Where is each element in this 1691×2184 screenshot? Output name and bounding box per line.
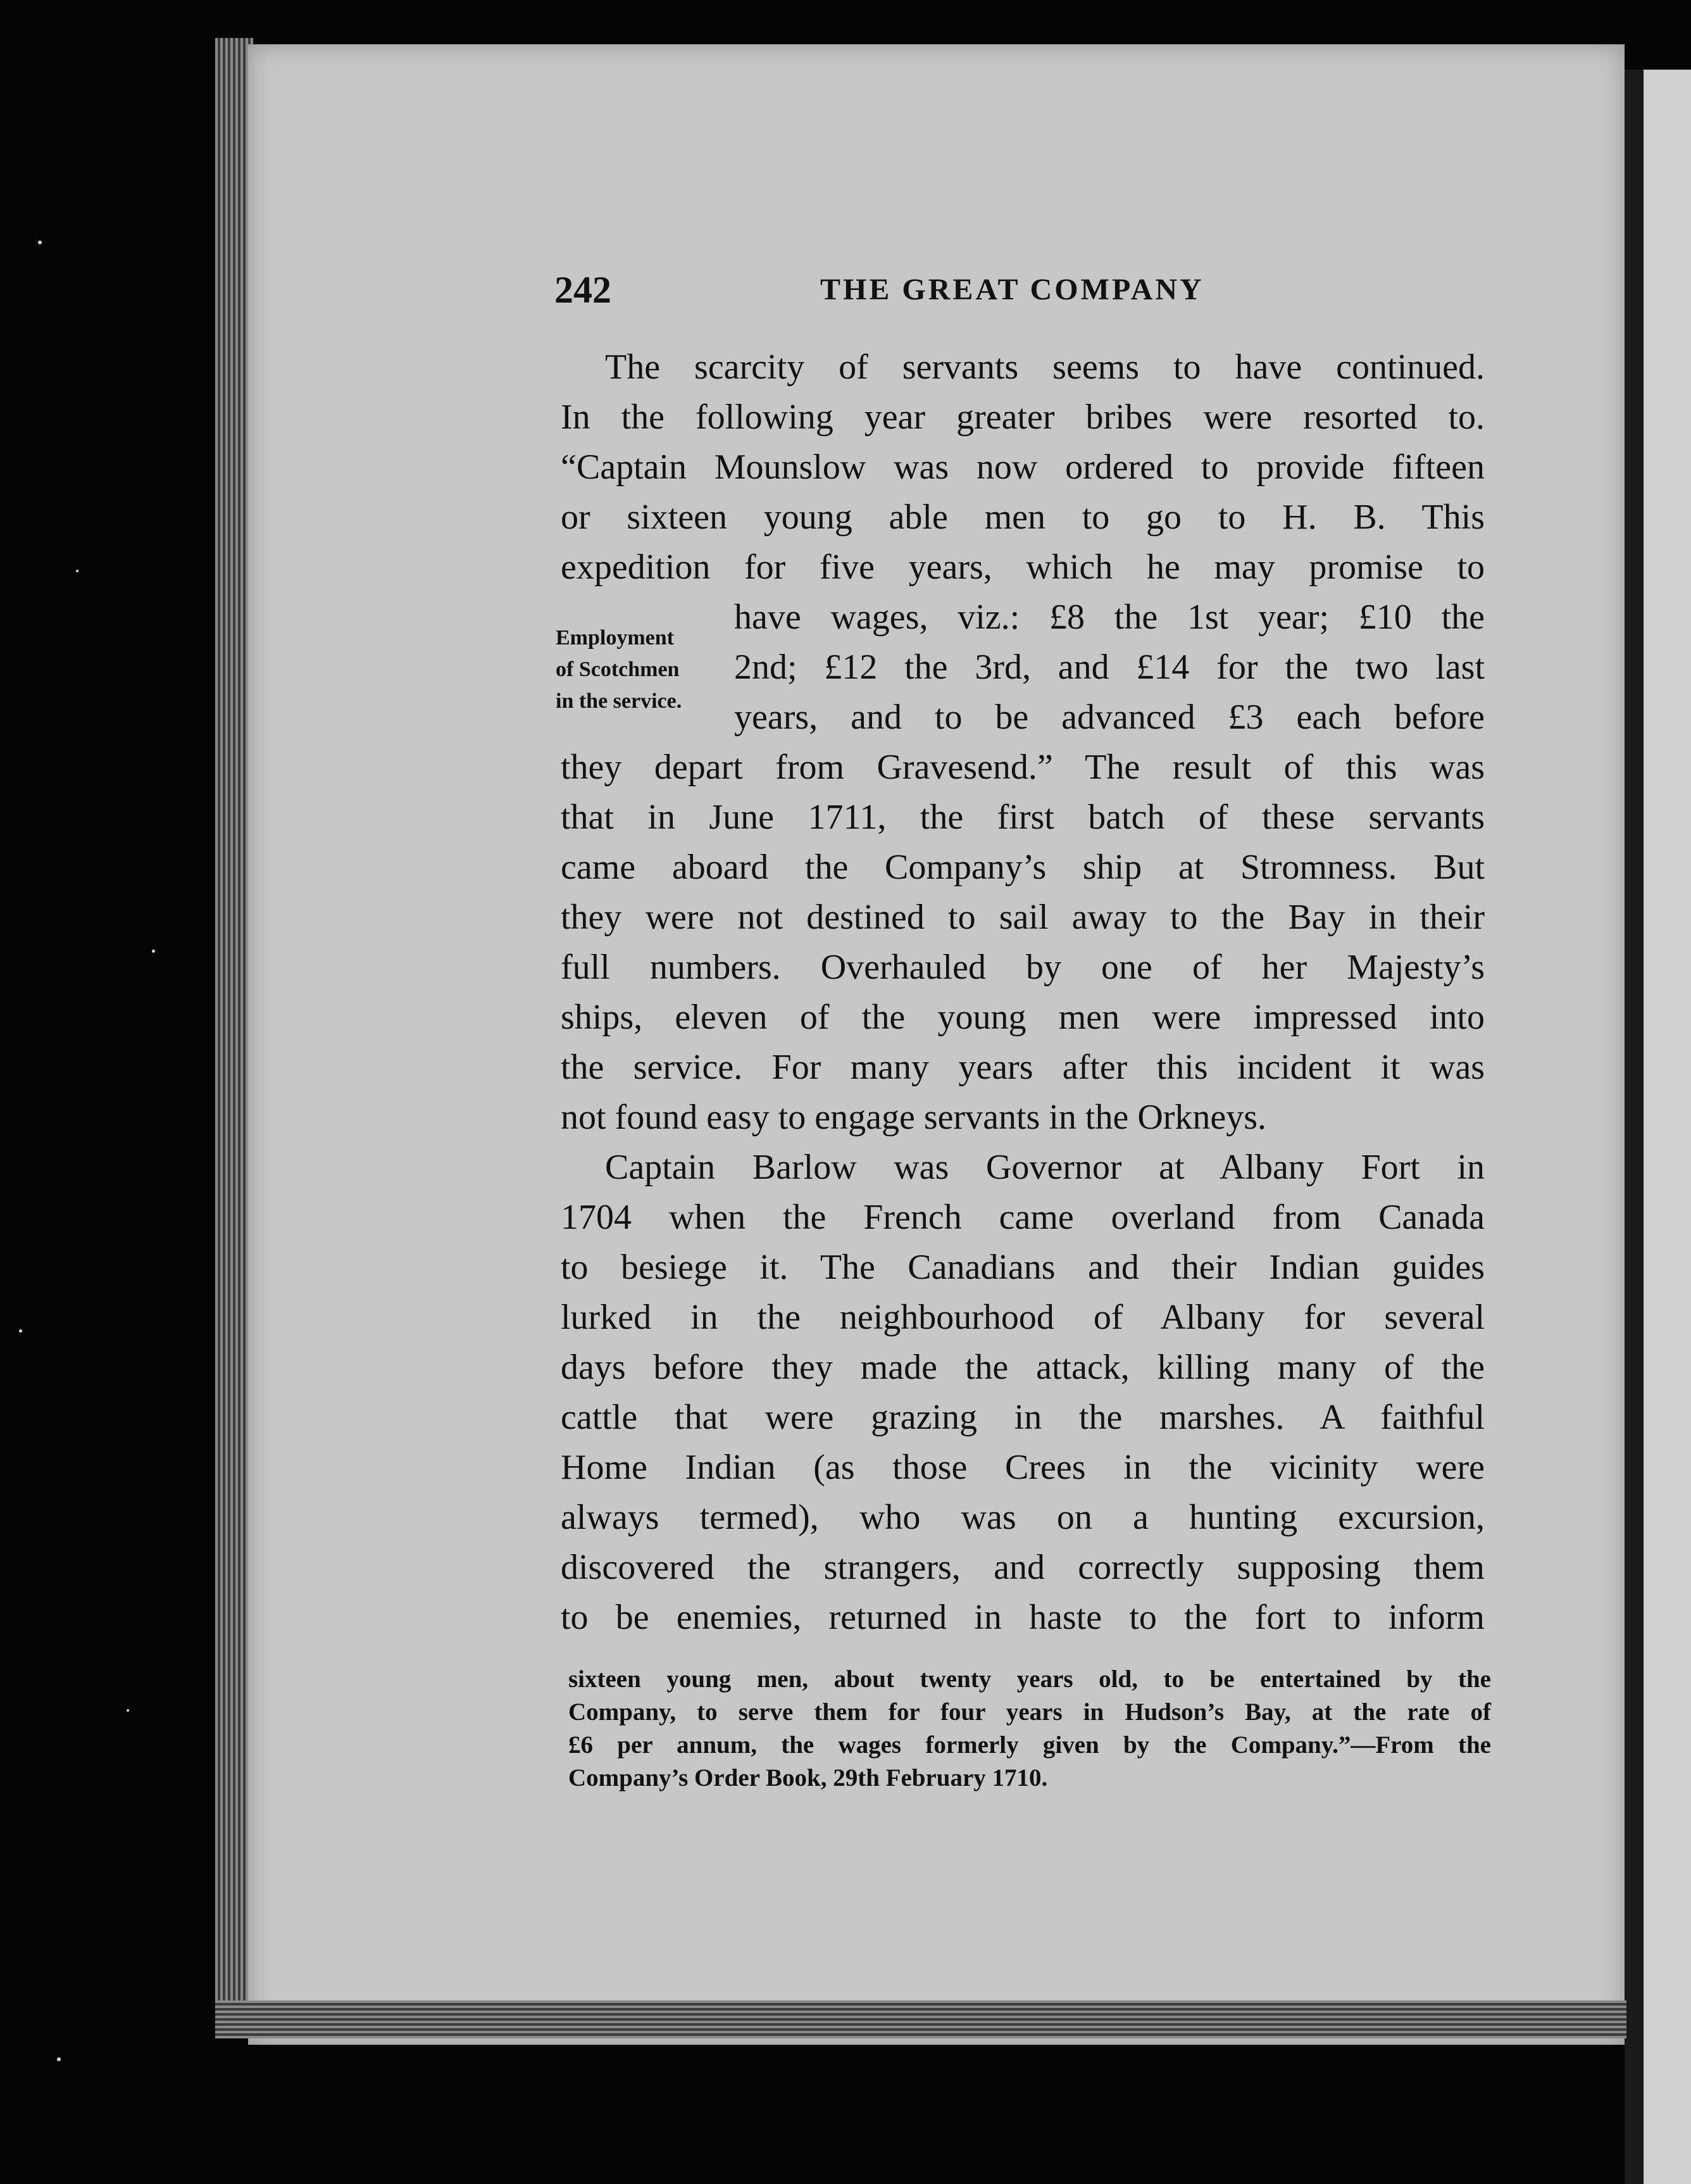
speck bbox=[127, 1709, 129, 1712]
body-line: not found easy to engage servants in the Orkneys. bbox=[561, 1098, 1267, 1137]
body-line: expedition for five years, which he may promise to bbox=[561, 548, 1485, 587]
speck bbox=[76, 570, 78, 572]
speck bbox=[152, 950, 155, 953]
speck bbox=[38, 241, 42, 244]
body-line: 1704 when the French came overland from Canada bbox=[561, 1198, 1485, 1237]
page-number: 242 bbox=[554, 269, 611, 311]
body-line: came aboard the Company’s ship at Stromness. But bbox=[561, 848, 1485, 887]
body-line: Captain Barlow was Governor at Albany Fort in bbox=[605, 1148, 1485, 1187]
body-line: Home Indian (as those Crees in the vicinity were bbox=[561, 1448, 1485, 1487]
body-line: have wages, viz.: £8 the 1st year; £10 the bbox=[734, 598, 1485, 637]
body-line: to be enemies, returned in haste to the fort to inform bbox=[561, 1598, 1485, 1637]
body-line: they depart from Gravesend.” The result of this was bbox=[561, 748, 1485, 787]
body-line: lurked in the neighbourhood of Albany for several bbox=[561, 1298, 1485, 1337]
page-gutter bbox=[1625, 70, 1644, 2184]
body-line: The scarcity of servants seems to have continued. bbox=[605, 348, 1485, 387]
footnote-line: Company, to serve them for four years in Hudson’s Bay, at the rate of bbox=[568, 1698, 1491, 1726]
body-line: years, and to be advanced £3 each before bbox=[734, 698, 1485, 737]
speck bbox=[57, 2057, 61, 2061]
book-page-edges bbox=[215, 38, 253, 2038]
footnote-line: Company’s Order Book, 29th February 1710. bbox=[568, 1764, 1048, 1792]
body-line: discovered the strangers, and correctly supposing them bbox=[561, 1548, 1485, 1587]
body-line: ships, eleven of the young men were impressed into bbox=[561, 998, 1485, 1037]
facing-page-edge bbox=[1644, 70, 1691, 2184]
body-line: the service. For many years after this incident it was bbox=[561, 1048, 1485, 1087]
margin-note: Employment of Scotchmen in the service. bbox=[556, 626, 682, 713]
body-line: days before they made the attack, killing many of the bbox=[561, 1348, 1485, 1387]
body-line: or sixteen young able men to go to H. B. This bbox=[561, 498, 1485, 537]
body-line: to besiege it. The Canadians and their Indian guides bbox=[561, 1248, 1485, 1287]
running-head: THE GREAT COMPANY bbox=[820, 273, 1204, 306]
book-bottom-edges bbox=[215, 2000, 1626, 2038]
body-line: “Captain Mounslow was now ordered to provide fifteen bbox=[561, 448, 1485, 487]
body-line: full numbers. Overhauled by one of her Majesty’s bbox=[561, 948, 1485, 987]
body-line: cattle that were grazing in the marshes. A faithful bbox=[561, 1398, 1485, 1437]
footnote-line: £6 per annum, the wages formerly given by the Company.”—From the bbox=[568, 1731, 1491, 1759]
body-line: that in June 1711, the first batch of these servants bbox=[561, 798, 1485, 837]
body-line: In the following year greater bribes were resorted to. bbox=[561, 398, 1485, 437]
body-line: always termed), who was on a hunting excursion, bbox=[561, 1498, 1485, 1537]
body-line: 2nd; £12 the 3rd, and £14 for the two last bbox=[734, 648, 1485, 687]
footnote-line: sixteen young men, about twenty years old, to be entertained by the bbox=[568, 1666, 1491, 1693]
body-line: they were not destined to sail away to the Bay in their bbox=[561, 898, 1485, 937]
page-header bbox=[554, 268, 1225, 313]
speck bbox=[19, 1329, 22, 1333]
